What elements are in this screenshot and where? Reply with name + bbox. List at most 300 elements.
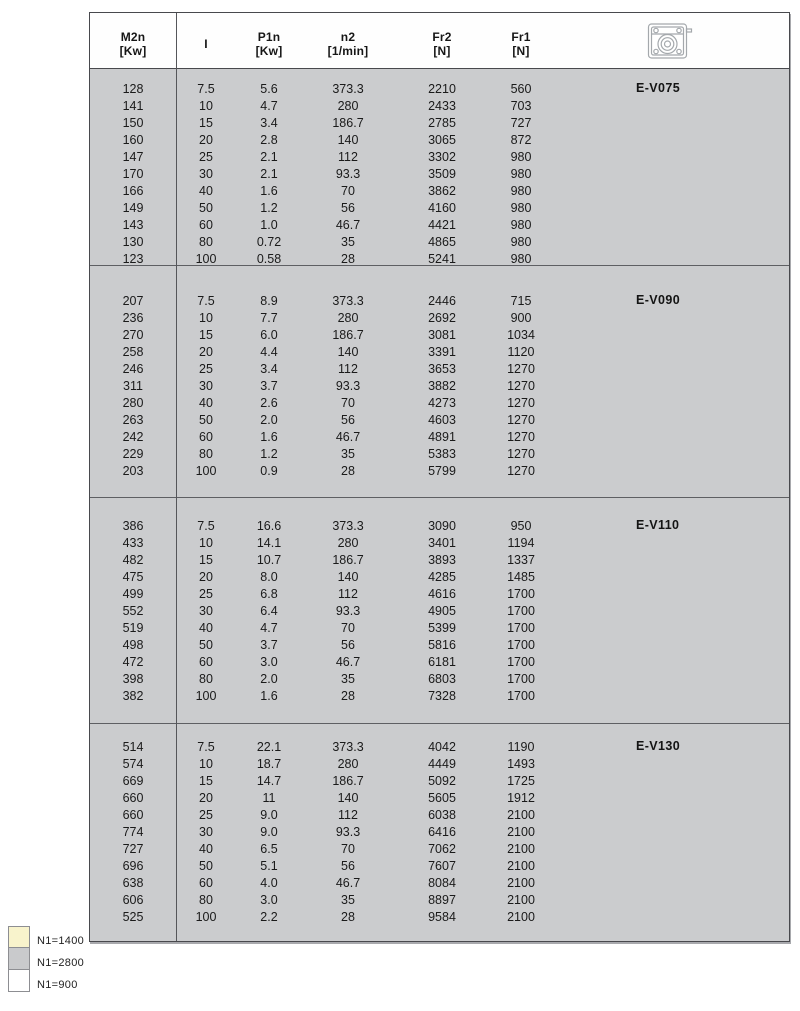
table-cell: 56 [341,858,355,873]
table-cell: 7.5 [197,293,215,308]
table-cell: 60 [199,217,213,232]
table-cell: 4.7 [260,98,278,113]
table-cell: 50 [199,412,213,427]
table-cell: 25 [199,361,213,376]
table-cell: 398 [122,671,144,686]
table-cell: 1034 [507,327,535,342]
table-cell: 1.6 [260,183,278,198]
table-cell: 2.8 [260,132,278,147]
model-block [90,69,789,266]
table-cell: 3401 [428,535,456,550]
table-cell: 128 [122,81,144,96]
table-cell: 3.7 [260,637,278,652]
table-row [90,80,789,97]
table-cell: 980 [510,200,532,215]
table-row [90,131,789,148]
table-cell: 60 [199,654,213,669]
table-cell: 100 [195,463,217,478]
table-cell: 6038 [428,807,456,822]
table-cell: 498 [122,637,144,652]
table-cell: 30 [199,378,213,393]
table-cell: 140 [337,790,359,805]
table-cell: 280 [337,756,359,771]
table-cell: 2433 [428,98,456,113]
table-cell: 170 [122,166,144,181]
table-row [90,326,789,343]
table-row [90,233,789,250]
table-cell: 980 [510,217,532,232]
table-row [90,182,789,199]
table-cell: 3893 [428,552,456,567]
table-cell: 1493 [507,756,535,771]
table-cell: 3391 [428,344,456,359]
table-cell: 28 [341,909,355,924]
table-cell: 2100 [507,909,535,924]
table-cell: 5.6 [260,81,278,96]
table-cell: 160 [122,132,144,147]
table-row [90,840,789,857]
header-p1n-label: P1n [257,29,281,44]
table-cell: 147 [122,149,144,164]
table-cell: 35 [341,234,355,249]
table-cell: 2785 [428,115,456,130]
table-cell: 14.7 [256,773,282,788]
table-cell: 8897 [428,892,456,907]
table-cell: 20 [199,569,213,584]
table-cell: 311 [123,378,143,393]
legend-item [8,948,84,970]
table-cell: 4865 [428,234,456,249]
table-cell: 475 [122,569,144,584]
table-cell: 28 [341,251,355,266]
table-cell: 7.5 [197,518,215,533]
table-cell: 4891 [428,429,456,444]
table-cell: 8.0 [260,569,278,584]
table-cell: 1194 [507,535,535,550]
table-cell: 46.7 [335,654,361,669]
table-cell: 525 [122,909,144,924]
table-cell: 0.9 [260,463,278,478]
table-row [90,568,789,585]
table-cell: 112 [338,586,358,601]
table-row [90,377,789,394]
header-n2-label: n2 [340,29,356,44]
table-cell: 15 [199,773,213,788]
header-ratio-label: I [204,36,208,51]
table-cell: 40 [199,841,213,856]
table-row [90,551,789,568]
table-cell: 6416 [428,824,456,839]
header-n2 [302,24,394,58]
table-cell: 46.7 [335,217,361,232]
table-row [90,428,789,445]
model-block [90,498,789,724]
table-cell: 280 [122,395,144,410]
table-cell: 7607 [428,858,456,873]
table-row [90,360,789,377]
table-row [90,250,789,267]
table-cell: 28 [341,463,355,478]
table-cell: 4616 [428,586,456,601]
table-cell: 25 [199,149,213,164]
table-cell: 2100 [507,858,535,873]
table-cell: 15 [199,115,213,130]
table-cell: 20 [199,132,213,147]
table-cell: 638 [122,875,144,890]
table-cell: 1700 [507,688,535,703]
table-row [90,292,789,309]
table-cell: 373.3 [332,81,364,96]
table-cell: 22.1 [256,739,282,754]
table-cell: 1.6 [260,429,278,444]
table-cell: 2210 [428,81,456,96]
table-cell: 150 [122,115,144,130]
table-cell: 10 [199,310,213,325]
table-header [90,13,789,69]
table-cell: 715 [510,293,532,308]
table-cell: 242 [122,429,144,444]
table-cell: 7.5 [197,739,215,754]
table-cell: 3.0 [260,892,278,907]
table-row [90,687,789,704]
table-cell: 35 [341,892,355,907]
table-cell: 519 [122,620,144,635]
table-cell: 186.7 [332,327,364,342]
table-cell: 900 [510,310,532,325]
table-cell: 3.4 [260,361,278,376]
table-row [90,874,789,891]
table-cell: 10 [199,756,213,771]
table-cell: 980 [510,166,532,181]
header-fr1-unit: [N] [512,43,530,58]
table-cell: 4160 [428,200,456,215]
table-cell: 980 [510,251,532,266]
table-cell: 1700 [507,620,535,635]
table-cell: 1.0 [260,217,278,232]
table-cell: 46.7 [335,875,361,890]
table-row [90,670,789,687]
table-cell: 5816 [428,637,456,652]
table-cell: 280 [337,310,359,325]
table-cell: 112 [338,149,358,164]
table-cell: 1912 [507,790,535,805]
table-cell: 50 [199,858,213,873]
table-cell: 10 [199,535,213,550]
table-cell: 3081 [428,327,456,342]
table-cell: 112 [338,807,358,822]
table-cell: 6.8 [260,586,278,601]
table-row [90,517,789,534]
model-name: E-V130 [636,739,681,753]
table-cell: 140 [337,569,359,584]
header-model-column [552,21,789,61]
table-cell: 7.7 [260,310,278,325]
table-cell: 6181 [428,654,456,669]
table-cell: 11 [262,790,276,805]
table-row [90,602,789,619]
table-cell: 40 [199,620,213,635]
table-cell: 1270 [507,395,535,410]
table-row [90,908,789,925]
table-row [90,114,789,131]
table-row [90,148,789,165]
worm-gearbox-icon [647,21,693,61]
table-cell: 3882 [428,378,456,393]
table-cell: 660 [122,807,144,822]
table-row [90,789,789,806]
table-cell: 60 [199,429,213,444]
table-cell: 373.3 [332,518,364,533]
table-cell: 560 [510,81,532,96]
table-cell: 1190 [507,739,535,754]
column-divider [176,13,177,941]
table-cell: 143 [122,217,144,232]
table-cell: 1485 [507,569,535,584]
table-row [90,636,789,653]
table-cell: 100 [195,688,217,703]
table-cell: 3.4 [260,115,278,130]
table-cell: 433 [122,535,144,550]
table-cell: 1337 [507,552,535,567]
table-cell: 1700 [507,603,535,618]
table-cell: 20 [199,344,213,359]
table-cell: 10.7 [256,552,282,567]
table-cell: 1725 [507,773,535,788]
table-cell: 660 [122,790,144,805]
table-cell: 472 [122,654,144,669]
table-cell: 203 [122,463,144,478]
table-cell: 112 [338,361,358,376]
table-cell: 703 [510,98,532,113]
table-row [90,97,789,114]
table-cell: 499 [122,586,144,601]
table-cell: 270 [122,327,144,342]
table-cell: 606 [122,892,144,907]
table-row [90,891,789,908]
table-cell: 0.72 [256,234,282,249]
table-cell: 140 [337,132,359,147]
table-cell: 3862 [428,183,456,198]
model-name: E-V075 [636,81,681,95]
table-row [90,445,789,462]
legend-label: N1=900 [37,979,78,991]
table-cell: 3090 [428,518,456,533]
table-cell: 4285 [428,569,456,584]
table-cell: 280 [337,98,359,113]
table-row [90,462,789,479]
table-cell: 9584 [428,909,456,924]
table-cell: 15 [199,327,213,342]
table-cell: 186.7 [332,773,364,788]
table-cell: 9.0 [260,824,278,839]
table-cell: 280 [337,535,359,550]
table-cell: 1700 [507,654,535,669]
table-cell: 186.7 [332,115,364,130]
table-cell: 669 [122,773,144,788]
table-row [90,772,789,789]
table-cell: 93.3 [335,824,361,839]
table-cell: 3509 [428,166,456,181]
table-cell: 4.0 [260,875,278,890]
table-cell: 35 [341,671,355,686]
table-cell: 93.3 [335,166,361,181]
header-ratio [176,31,236,51]
table-row [90,165,789,182]
table-cell: 6.5 [260,841,278,856]
table-cell: 980 [510,183,532,198]
table-cell: 3.7 [260,378,278,393]
table-cell: 4.7 [260,620,278,635]
table-row [90,343,789,360]
table-cell: 727 [510,115,532,130]
table-cell: 2100 [507,824,535,839]
table-cell: 5799 [428,463,456,478]
table-cell: 1270 [507,446,535,461]
table-cell: 56 [341,412,355,427]
model-name: E-V110 [636,518,680,532]
model-block [90,266,789,498]
table-cell: 386 [122,518,144,533]
table-cell: 2.2 [260,909,278,924]
table-cell: 140 [337,344,359,359]
table-cell: 4603 [428,412,456,427]
table-cell: 80 [199,892,213,907]
header-fr2-label: Fr2 [432,29,452,44]
header-fr2 [394,24,490,58]
table-cell: 872 [510,132,532,147]
table-cell: 258 [122,344,144,359]
header-m2n-unit: [Kw] [119,43,147,58]
table-cell: 8084 [428,875,456,890]
table-cell: 70 [341,183,355,198]
legend-swatch [8,970,30,992]
table-cell: 2100 [507,892,535,907]
table-body [90,69,789,942]
table-cell: 980 [510,149,532,164]
table-cell: 186.7 [332,552,364,567]
table-cell: 30 [199,603,213,618]
table-cell: 5092 [428,773,456,788]
table-row [90,823,789,840]
table-cell: 4.4 [260,344,278,359]
speed-legend [8,926,84,992]
table-cell: 0.58 [256,251,282,266]
table-row [90,411,789,428]
table-cell: 9.0 [260,807,278,822]
table-cell: 2100 [507,807,535,822]
table-cell: 2.6 [260,395,278,410]
table-cell: 6803 [428,671,456,686]
table-cell: 2446 [428,293,456,308]
table-cell: 1270 [507,463,535,478]
table-cell: 3653 [428,361,456,376]
header-p1n-unit: [Kw] [255,43,283,58]
table-row [90,857,789,874]
legend-label: N1=2800 [37,957,85,969]
table-cell: 774 [122,824,144,839]
table-cell: 16.6 [256,518,282,533]
table-cell: 246 [122,361,144,376]
table-cell: 4042 [428,739,456,754]
table-cell: 70 [341,395,355,410]
table-row [90,653,789,670]
legend-label: N1=1400 [37,935,85,947]
table-cell: 727 [122,841,144,856]
table-row [90,309,789,326]
legend-swatch [8,926,30,948]
table-cell: 8.9 [260,293,278,308]
table-cell: 2.1 [260,166,278,181]
table-cell: 1.2 [260,200,278,215]
table-cell: 70 [341,620,355,635]
table-cell: 93.3 [335,603,361,618]
table-cell: 3065 [428,132,456,147]
table-cell: 2100 [507,875,535,890]
table-cell: 1120 [507,344,535,359]
table-cell: 30 [199,824,213,839]
table-cell: 56 [341,200,355,215]
table-cell: 35 [341,446,355,461]
table-cell: 263 [122,412,144,427]
table-cell: 4905 [428,603,456,618]
header-fr1 [490,24,552,58]
table-cell: 70 [341,841,355,856]
table-cell: 696 [122,858,144,873]
table-cell: 2.0 [260,671,278,686]
table-cell: 229 [122,446,144,461]
legend-swatch [8,948,30,970]
header-m2n-label: M2n [120,29,146,44]
table-cell: 46.7 [335,429,361,444]
table-cell: 2100 [507,841,535,856]
table-cell: 123 [122,251,144,266]
table-cell: 149 [122,200,144,215]
table-cell: 141 [122,98,144,113]
table-cell: 5605 [428,790,456,805]
table-cell: 980 [510,234,532,249]
table-cell: 3302 [428,149,456,164]
table-cell: 1700 [507,671,535,686]
header-fr2-unit: [N] [433,43,451,58]
table-cell: 207 [122,293,144,308]
table-cell: 10 [199,98,213,113]
header-m2n [90,24,176,58]
table-cell: 18.7 [256,756,282,771]
table-cell: 482 [122,552,144,567]
table-cell: 28 [341,688,355,703]
table-cell: 5241 [428,251,456,266]
table-cell: 4421 [428,217,456,232]
table-cell: 5.1 [260,858,278,873]
model-name: E-V090 [636,293,681,307]
header-p1n [236,24,302,58]
table-cell: 382 [122,688,144,703]
table-cell: 7.5 [197,81,215,96]
table-cell: 100 [195,909,217,924]
table-row [90,619,789,636]
model-block [90,724,789,942]
table-cell: 100 [195,251,217,266]
table-cell: 50 [199,637,213,652]
table-cell: 80 [199,671,213,686]
table-row [90,806,789,823]
table-row [90,585,789,602]
table-cell: 1.2 [260,446,278,461]
legend-item [8,970,84,992]
header-fr1-label: Fr1 [511,29,531,44]
header-n2-unit: [1/min] [327,43,369,58]
table-row [90,738,789,755]
